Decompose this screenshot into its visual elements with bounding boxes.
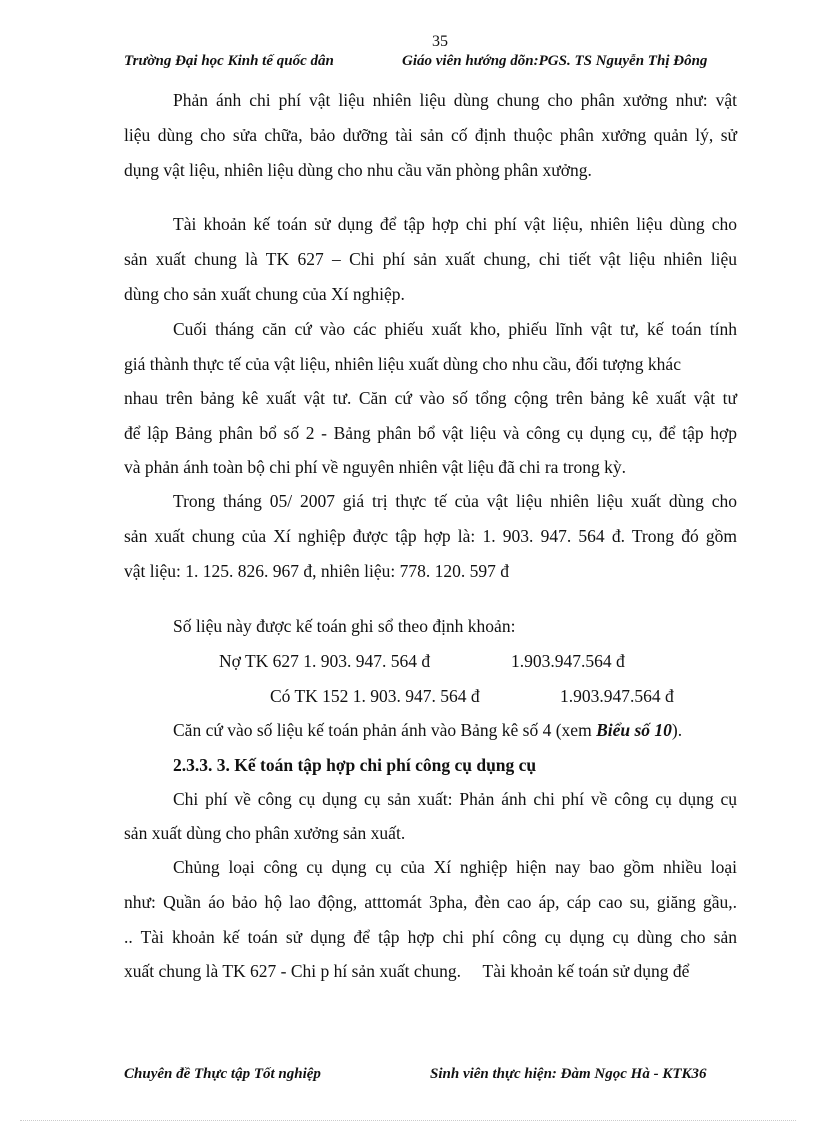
text-line: vật liệu: 1. 125. 826. 967 đ, nhiên liệu: 778. 120. 597 đ: [124, 561, 509, 581]
text-line: dụng vật liệu, nhiên liệu dùng cho nhu cầu văn phòng phân xưởng.: [124, 160, 592, 180]
text-line: sản xuất chung là TK 627 – Chi phí sản xuất chung, chi tiết vật liệu nhiên liệu: [124, 249, 737, 269]
text-line: sản xuất dùng cho phân xưởng sản xuất.: [124, 823, 406, 843]
text-line: Tài khoản kế toán sử dụng để tập hợp chi phí vật liệu, nhiên liệu dùng cho: [173, 214, 737, 234]
text-line: [173, 720, 682, 741]
journal-entry-debit-amount: 1.903.947.564 đ: [511, 651, 625, 671]
text-line: liệu dùng cho sửa chữa, bảo dưỡng tài sản cố định thuộc phân xưởng quản lý, sử: [124, 125, 737, 145]
text-line: sản xuất chung của Xí nghiệp được tập hợp là: 1. 903. 947. 564 đ. Trong đó gồm: [124, 526, 737, 546]
text-line: Chủng loại công cụ dụng cụ của Xí nghiệp hiện nay bao gồm nhiều loại: [173, 857, 737, 877]
section-heading: 2.3.3. 3. Kế toán tập hợp chi phí công cụ dụng cụ: [173, 755, 537, 775]
text-line: Chi phí về công cụ dụng cụ sản xuất: Phản ánh chi phí về công cụ dụng cụ: [173, 789, 737, 809]
text-line: dùng cho sản xuất chung của Xí nghiệp.: [124, 284, 405, 304]
journal-entry-credit: Có TK 152 1. 903. 947. 564 đ: [270, 686, 480, 706]
text-line: .. Tài khoản kế toán sử dụng để tập hợp chi phí công cụ dụng cụ dùng cho sản: [124, 927, 737, 947]
journal-entry-credit-amount: 1.903.947.564 đ: [560, 686, 674, 706]
text-line: để lập Bảng phân bổ số 2 - Bảng phân bổ vật liệu và công cụ dụng cụ, để tập hợp: [124, 423, 737, 443]
header-right: Giáo viên hướng dõn:PGS. TS Nguyễn Thị Đông: [402, 53, 708, 69]
text-line: và phản ánh toàn bộ chi phí về nguyên nhiên vật liệu đã chi ra trong kỳ.: [124, 457, 627, 477]
figure-reference: Biểu số 10: [596, 720, 672, 740]
text-line: xuất chung là TK 627 - Chi p hí sản xuất chung. Tài khoản kế toán sử dụng để: [124, 961, 690, 981]
text-line: Cuối tháng căn cứ vào các phiếu xuất kho, phiếu lĩnh vật tư, kế toán tính: [173, 319, 737, 339]
text-line: Số liệu này được kế toán ghi sổ theo định khoản:: [173, 616, 516, 636]
page-bottom-divider: [20, 1120, 796, 1121]
footer-right: Sinh viên thực hiện: Đàm Ngọc Hà - KTK36: [430, 1066, 707, 1082]
text-line: Phản ánh chi phí vật liệu nhiên liệu dùng chung cho phân xưởng như: vật: [173, 90, 737, 110]
text-line: nhau trên bảng kê xuất vật tư. Căn cứ vào số tổng cộng trên bảng kê xuất vật tư: [124, 388, 737, 408]
text-span: ).: [671, 720, 683, 740]
footer-left: Chuyên đề Thực tập Tốt nghiệp: [124, 1066, 321, 1082]
text-line: như: Quần áo bảo hộ lao động, atttomát 3pha, đèn cao áp, cáp cao su, giăng gầu,.: [124, 892, 737, 912]
page-number: 35: [432, 33, 448, 50]
text-span: Căn cứ vào số liệu kế toán phản ánh vào Bảng kê số 4 (xem: [173, 720, 597, 740]
text-line: Trong tháng 05/ 2007 giá trị thực tế của vật liệu nhiên liệu xuất dùng cho: [173, 491, 737, 511]
journal-entry-debit: Nợ TK 627 1. 903. 947. 564 đ: [219, 651, 431, 671]
header-left: Trường Đại học Kinh tế quốc dân: [124, 53, 334, 69]
text-line: giá thành thực tế của vật liệu, nhiên liệu xuất dùng cho nhu cầu, đối tượng khác: [124, 354, 681, 374]
